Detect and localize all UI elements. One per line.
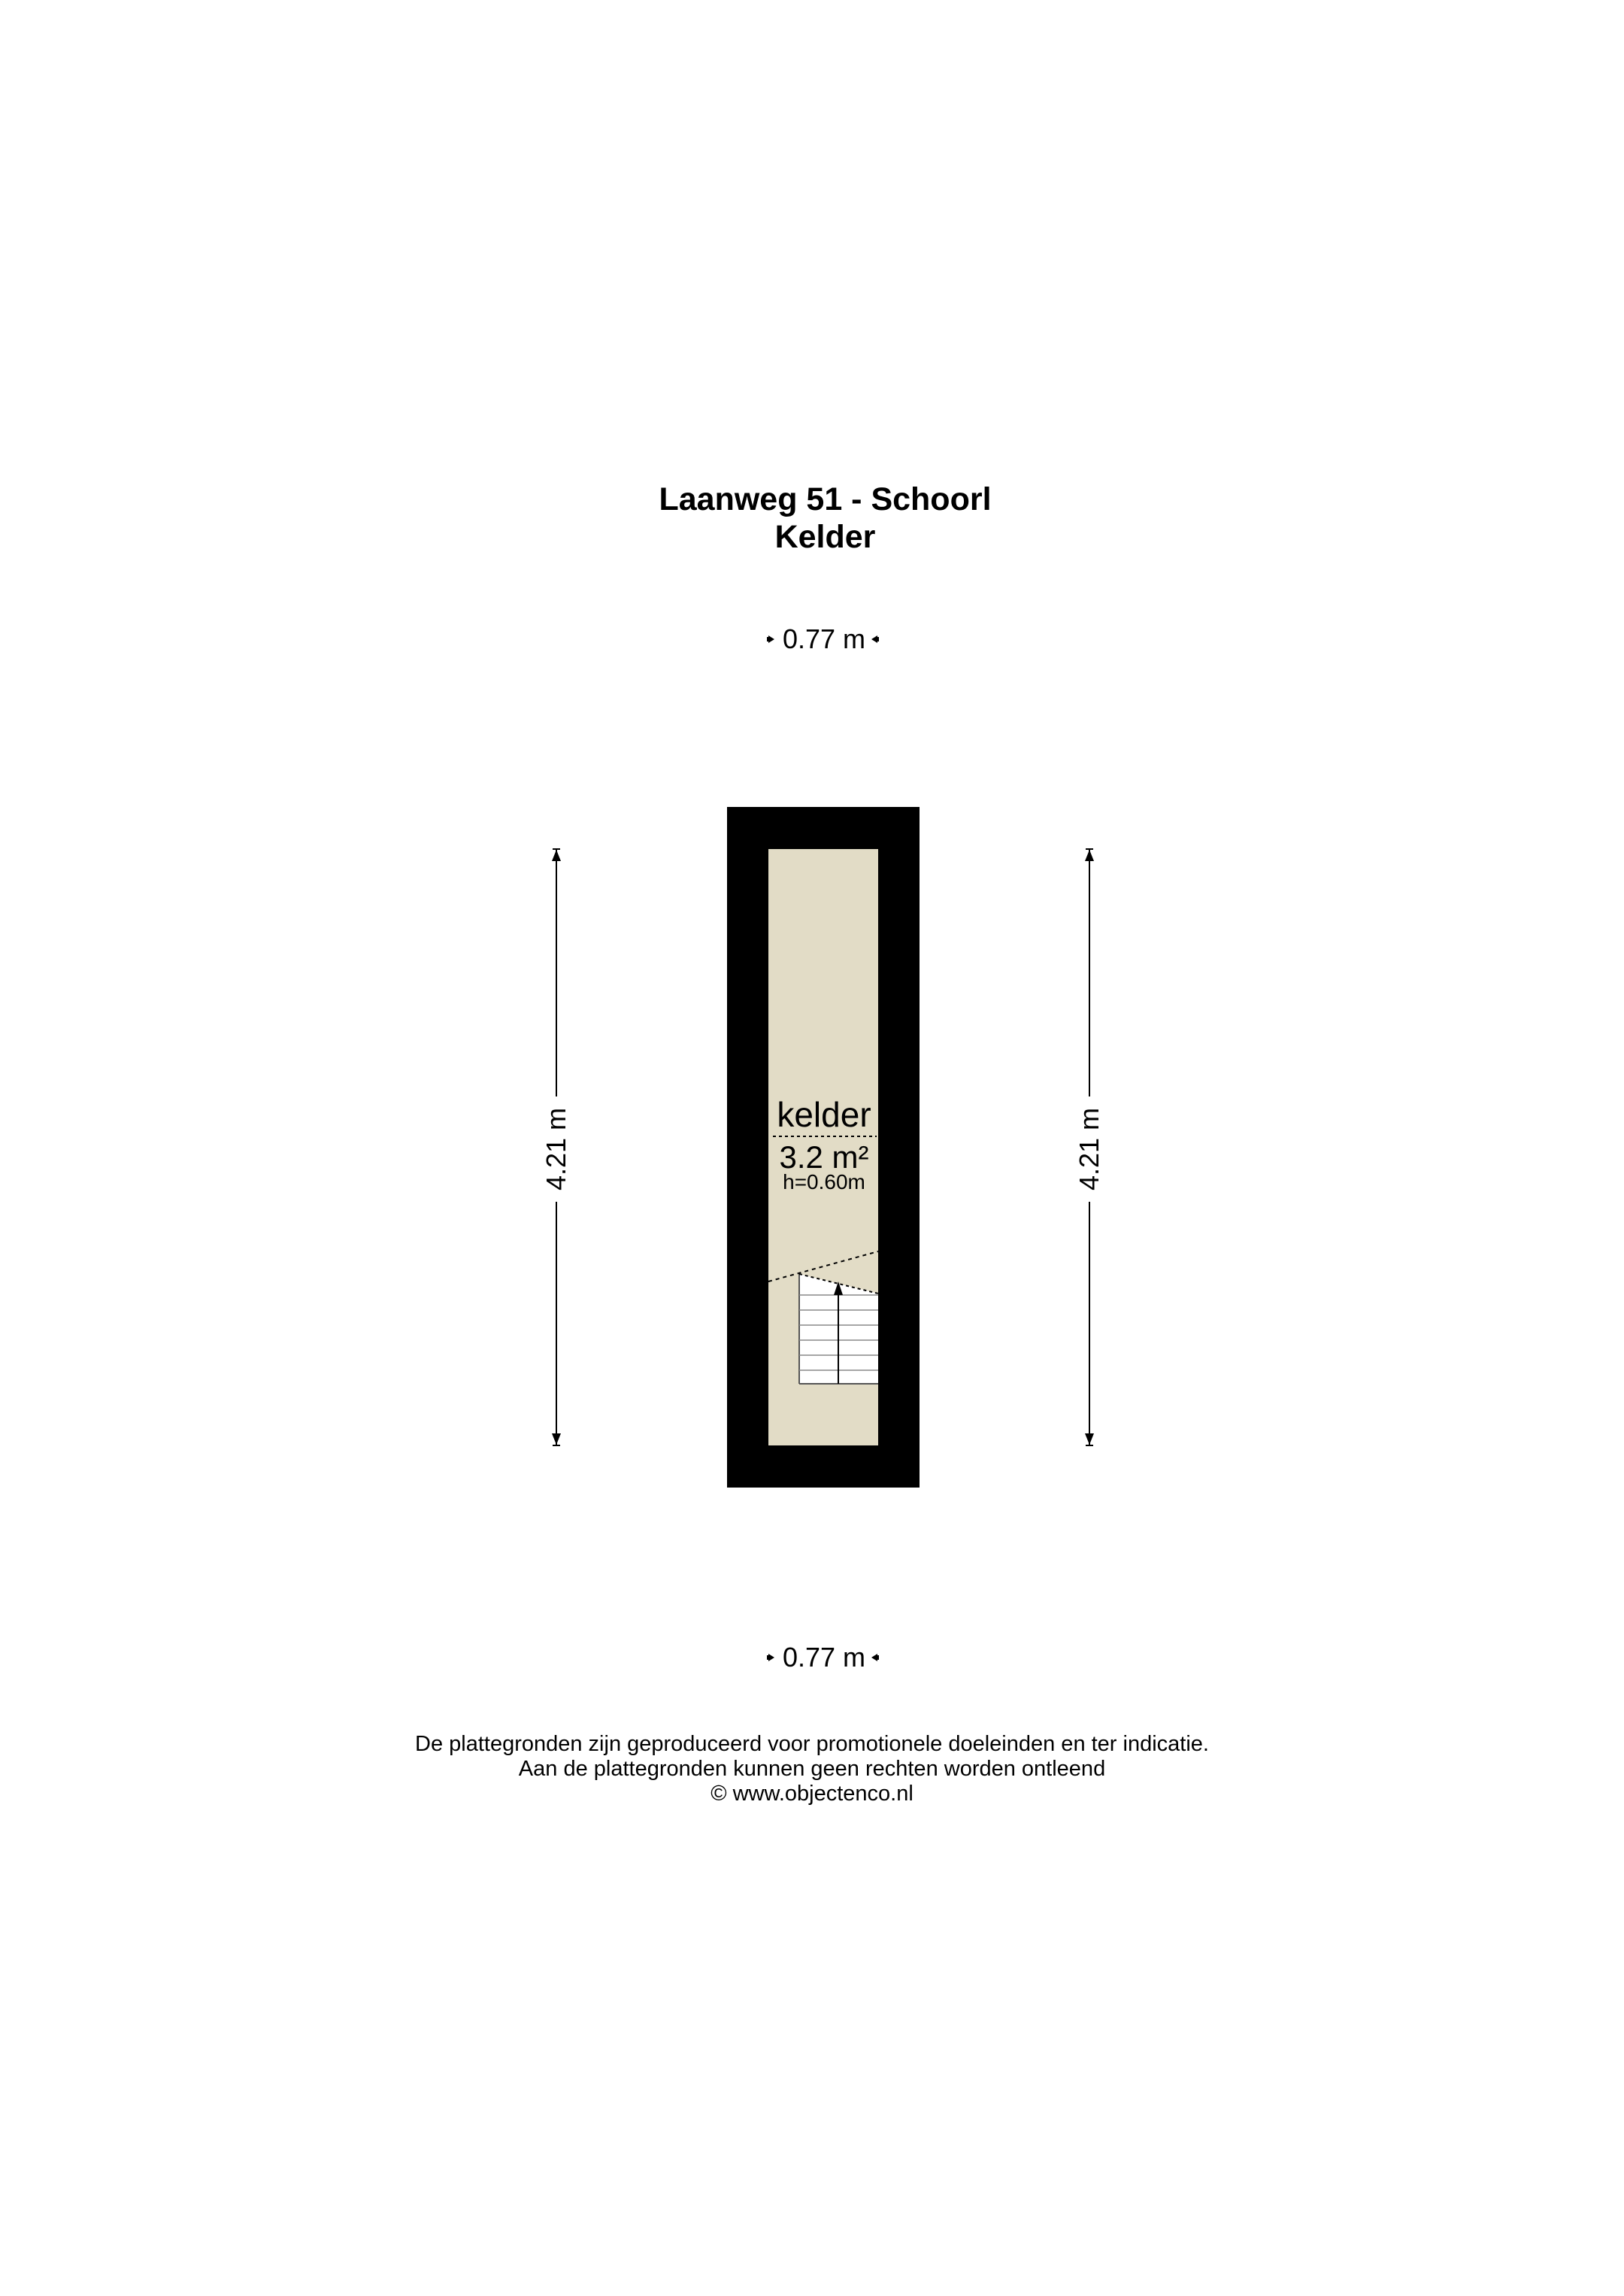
right-height-label: 4.21 m (1074, 1107, 1104, 1191)
disclaimer-line-1: De plattegronden zijn geproduceerd voor promotionele doeleinden en ter indicatie. (415, 1732, 1209, 1756)
left-height-label: 4.21 m (541, 1107, 571, 1191)
left-height-dimension (541, 849, 571, 1445)
plan-title: Laanweg 51 - Schoorl (659, 481, 992, 517)
floor-title: Kelder (774, 519, 876, 555)
disclaimer-line-2: Aan de plattegronden kunnen geen rechten worden ontleend (518, 1757, 1106, 1781)
top-width-label: 0.77 m (782, 623, 866, 654)
room-area: 3.2 m² (779, 1139, 869, 1175)
right-height-dimension (1074, 849, 1104, 1445)
bottom-width-label: 0.77 m (782, 1642, 866, 1673)
room-height: h=0.60m (783, 1170, 865, 1193)
stairs (799, 1274, 878, 1384)
copyright-line: © www.objectenco.nl (710, 1782, 914, 1806)
bottom-width-dimension (768, 1642, 878, 1673)
room-name: kelder (777, 1095, 871, 1134)
top-width-dimension (768, 623, 878, 654)
